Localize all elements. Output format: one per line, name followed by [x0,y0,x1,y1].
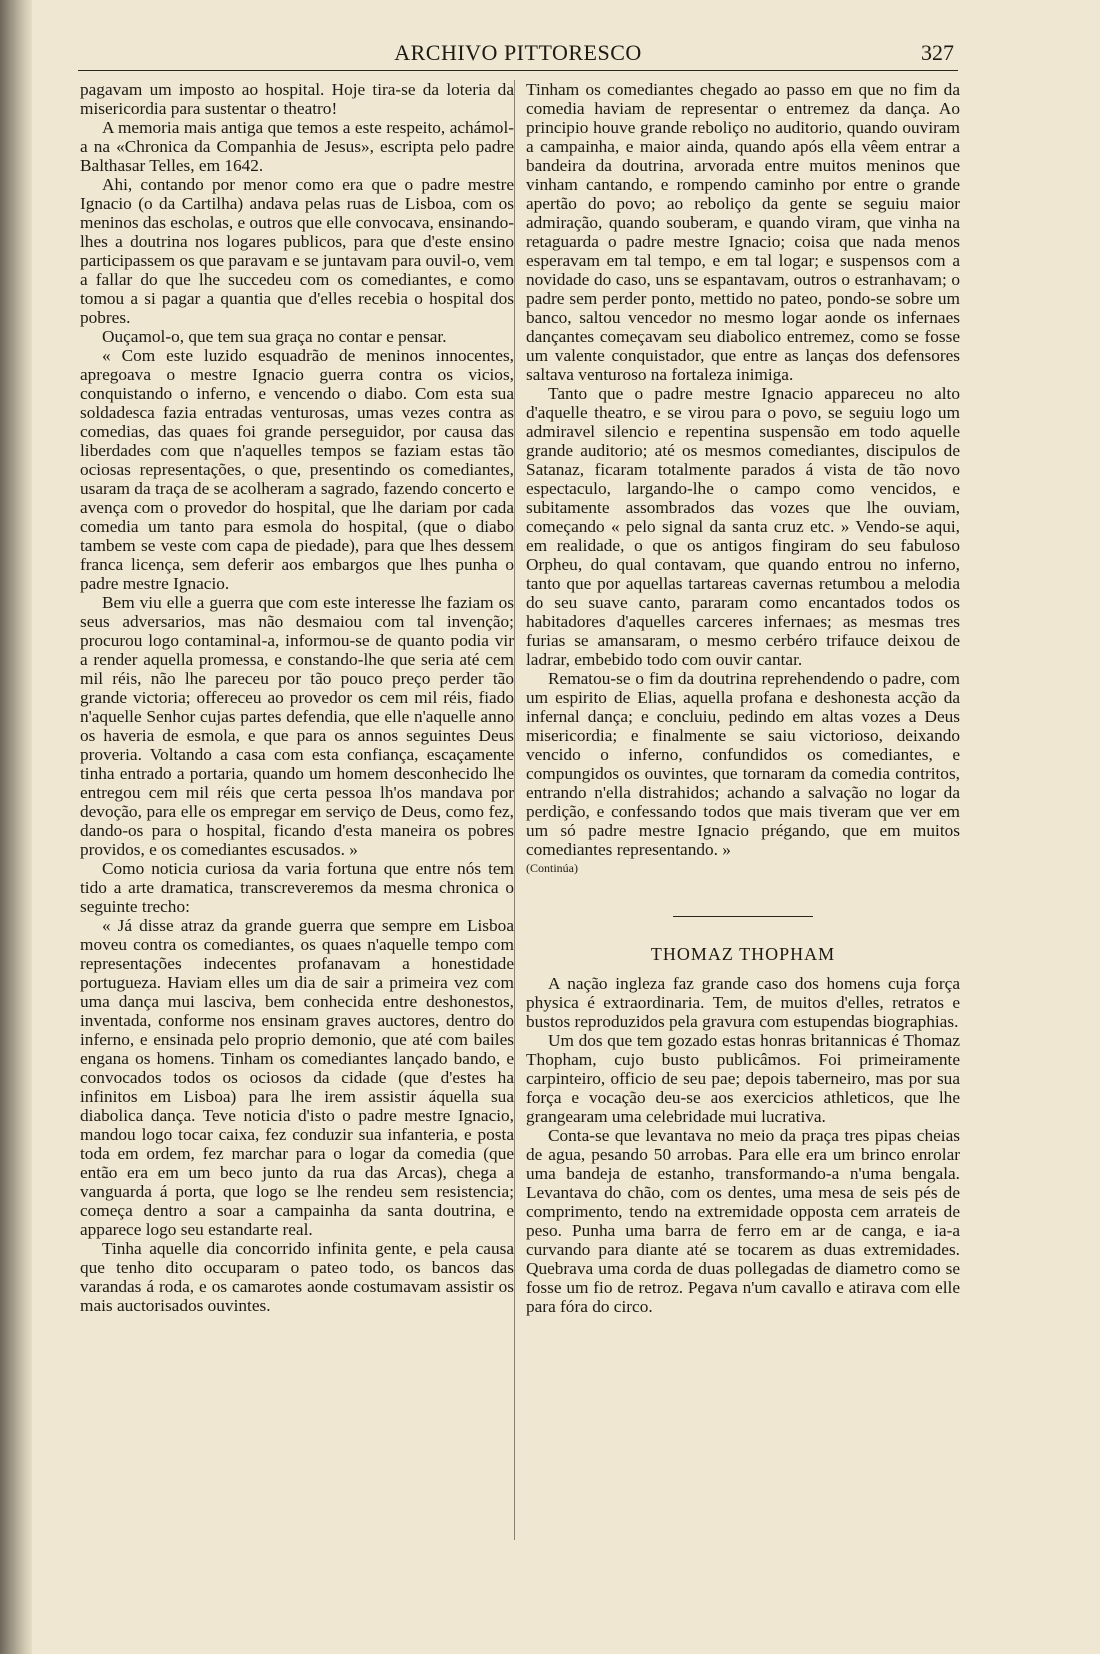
paragraph: « Com este luzido esquadrão de meninos innocentes, apregoava o mestre Ignacio guerra contra os vicios, conquistando o inferno, e vencendo o diabo. Com esta sua soldadesca fazia entradas venturosas, umas vezes contra as comedias, das quaes foi grande perseguidor, por causa das liberdades com que n'aquelles tempos se faziam estas tão ociosas representações, o que, presentindo os comediantes, usaram da traça de se acolheram a sagrado, fazendo concerto e avença com o provedor do hospital, que lhe dariam por cada comedia um tanto para esmola do hospital, (que o diabo tambem se veste com capa de piedade), para que lhes dessem franca licença, sem deferir aos embargos que lhes punha o padre mestre Ignacio. [80,346,514,593]
section-title: THOMAZ THOPHAM [650,944,836,964]
paragraph: A memoria mais antiga que temos a este respeito, achámol-a na «Chronica da Companhia de Jesus», escripta pelo padre Balthasar Telles, em 1642. [80,118,514,175]
continua-note: (Continúa) [526,861,578,875]
paragraph: Como noticia curiosa da varia fortuna que entre nós tem tido a arte dramatica, transcreveremos da mesma chronica o seguinte trecho: [80,859,514,916]
book-binding-shadow [0,0,32,1654]
right-column [526,80,960,1316]
paragraph: Um dos que tem gozado estas honras britannicas é Thomaz Thopham, cujo busto publicâmos. Foi primeiramente carpinteiro, officio de seu pae; depois taberneiro, mas por sua força e vocação deu-se aos exercicios athleticos, que lhe grangearam uma celebridade mui lucrativa. [526,1031,960,1126]
paragraph: Tinham os comediantes chegado ao passo em que no fim da comedia haviam de representar o entremez da dança. Ao principio houve grande reboliço no auditorio, quando ouviram a campainha, e maior ainda, quando após ella vêem entrar a bandeira da doutrina, arvorada entre muitos meninos que vinham cantando, e rompendo caminho por entre o grande apertão do povo; ao reboliço da gente se seguiu maior admiração, quando souberam, e quando viram, que vinha na retaguarda o padre mestre Ignacio; coisa que nada menos esperavam em tal tempo, e em tal logar; e suspensos com a novidade do caso, uns se espantavam, outros o estranhavam; o padre sem perder ponto, mettido no pateo, pondo-se sobre um banco, saltou vencedor no mesmo logar aonde os infernaes dançantes começavam seu diabolico entremez, como se fosse um valente conquistador, que entre as lanças dos defensores saltava venturoso na fortaleza inimiga. [526,80,960,384]
paragraph: Tanto que o padre mestre Ignacio appareceu no alto d'aquelle theatro, e se virou para o povo, se seguiu logo um admiravel silencio e repentina suspensão em todo aquelle grande auditorio; até os mesmos comediantes, discipulos de Satanaz, ficaram totalmente parados á vista de tão novo espectaculo, largando-lhe o campo como vencidos, e subitamente assombrados das vozes que lhe ouviam, começando « pelo signal da santa cruz etc. » Vendo-se aqui, em realidade, o que os antigos fingiram do seu fabuloso Orpheu, do qual contavam, que quando entrou no inferno, tanto que por aquellas tartareas cavernas retumbou a melodia do seu suave canto, pararam como encantados todos os habitadores d'aquelles carceres infernaes; as mesmas tres furias se amansaram, o mesmo cerbéro trifauce deixou de ladrar, embebido todo com ouvir cantar. [526,384,960,669]
left-column [80,80,514,1315]
page-number: 327 [921,40,954,65]
paragraph: pagavam um imposto ao hospital. Hoje tira-se da loteria da misericordia para sustentar o theatro! [80,80,514,118]
journal-title: ARCHIVO PITTORESCO [394,40,642,65]
paragraph: Rematou-se o fim da doutrina reprehendendo o padre, com um espirito de Elias, aquella profana e deshonesta acção da infernal dança; e concluiu, pedindo em altas vozes a Deus misericordia; e finalmente se saiu victorioso, deixando vencido o inferno, confundidos os comediantes, e compungidos os ouvintes, que tornaram da comedia contritos, entrando n'ella distrahidos; achando a salvação no logar da perdição, e confessando todos que mais tiveram que ver em um só padre mestre Ignacio prégando, que em muitos comediantes representando. » [526,669,960,859]
running-header [78,40,958,71]
paragraph: A nação ingleza faz grande caso dos homens cuja força physica é extraordinaria. Tem, de muitos d'elles, retratos e bustos reproduzidos pela gravura com estupendas biographias. [526,974,960,1031]
paragraph: Ahi, contando por menor como era que o padre mestre Ignacio (o da Cartilha) andava pelas ruas de Lisboa, com os meninos das escholas, e outros que elle convocava, ensinando-lhes a doutrina nos logares publicos, para que d'este ensino participassem os que paravam e se juntavam para ouvil-o, vem a fallar do que lhe succedeu com os comediantes, e como tomou a si pagar a quantia que d'elles recebia o hospital dos pobres. [80,175,514,327]
paragraph: « Já disse atraz da grande guerra que sempre em Lisboa moveu contra os comediantes, os quaes n'aquelle tempo com representações indecentes profanavam a honestidade portugueza. Haviam elles um dia de sair a primeira vez com uma dança mui lasciva, bem conhecida entre deshonestos, inventada, conforme nos ensinam graves auctores, dentro do inferno, e ensinada pelo proprio demonio, que até com bailes engana os homens. Tinham os comediantes lançado bando, e convocados todos os ociosos da cidade (que d'estes ha infinitos em Lisboa) para lhe irem assistir áquella sua diabolica dança. Teve noticia d'isto o padre mestre Ignacio, mandou logo tocar caixa, fez conduzir sua infanteria, e posta toda em ordem, fez marchar para o logar da comedia (que então era em um beco junto da rua das Arcas), chega a vanguarda á porta, que logo se lhe rendeu sem resistencia; começa dentro a soar a campainha da santa doutrina, e apparece logo seu estandarte real. [80,916,514,1239]
paragraph: Ouçamol-o, que tem sua graça no contar e pensar. [102,327,447,346]
column-divider [514,80,515,1540]
paragraph: Bem viu elle a guerra que com este interesse lhe faziam os seus adversarios, mas não desmaiou com tal invenção; procurou logo contaminal-a, informou-se de quanto podia vir a render aquella promessa, e constando-lhe que seria até cem mil réis, não lhe pareceu por tão pouco preço perder tão grande victoria; offereceu ao provedor os cem mil réis, fiado n'aquelle Senhor cujas partes defendia, que elle n'aquelle anno os haveria de esmola, e que para os annos seguintes Deus proveria. Voltando a casa com esta confiança, escaçamente tinha entrado a portaria, quando um homem desconhecido lhe entregou cem mil réis que certa pessoa lh'os mandava por devoção, para elle os empregar em serviço de Deus, como fez, dando-os para o hospital, ficando d'esta maneira os pobres providos, e os comediantes escusados. » [80,593,514,859]
section-rule [673,916,813,917]
paragraph: Tinha aquelle dia concorrido infinita gente, e pela causa que tenho dito occuparam o pateo todo, os bancos das varandas á roda, e os camarotes aonde costumavam assistir os mais auctorisados ouvintes. [80,1239,514,1315]
paragraph: Conta-se que levantava no meio da praça tres pipas cheias de agua, pesando 50 arrobas. Para elle era um brinco enrolar uma bandeja de estanho, transformando-a n'uma bengala. Levantava do chão, com os dentes, uma mesa de seis pés de comprimento, tendo na extremidade opposta cem arrateis de peso. Punha uma barra de ferro em ar de canga, e ia-a curvando para diante até se tocarem as duas extremidades. Quebrava uma corda de duas pollegadas de diametro como se fosse um fio de retroz. Pegava n'um cavallo e atirava com elle para fóra do circo. [526,1126,960,1316]
